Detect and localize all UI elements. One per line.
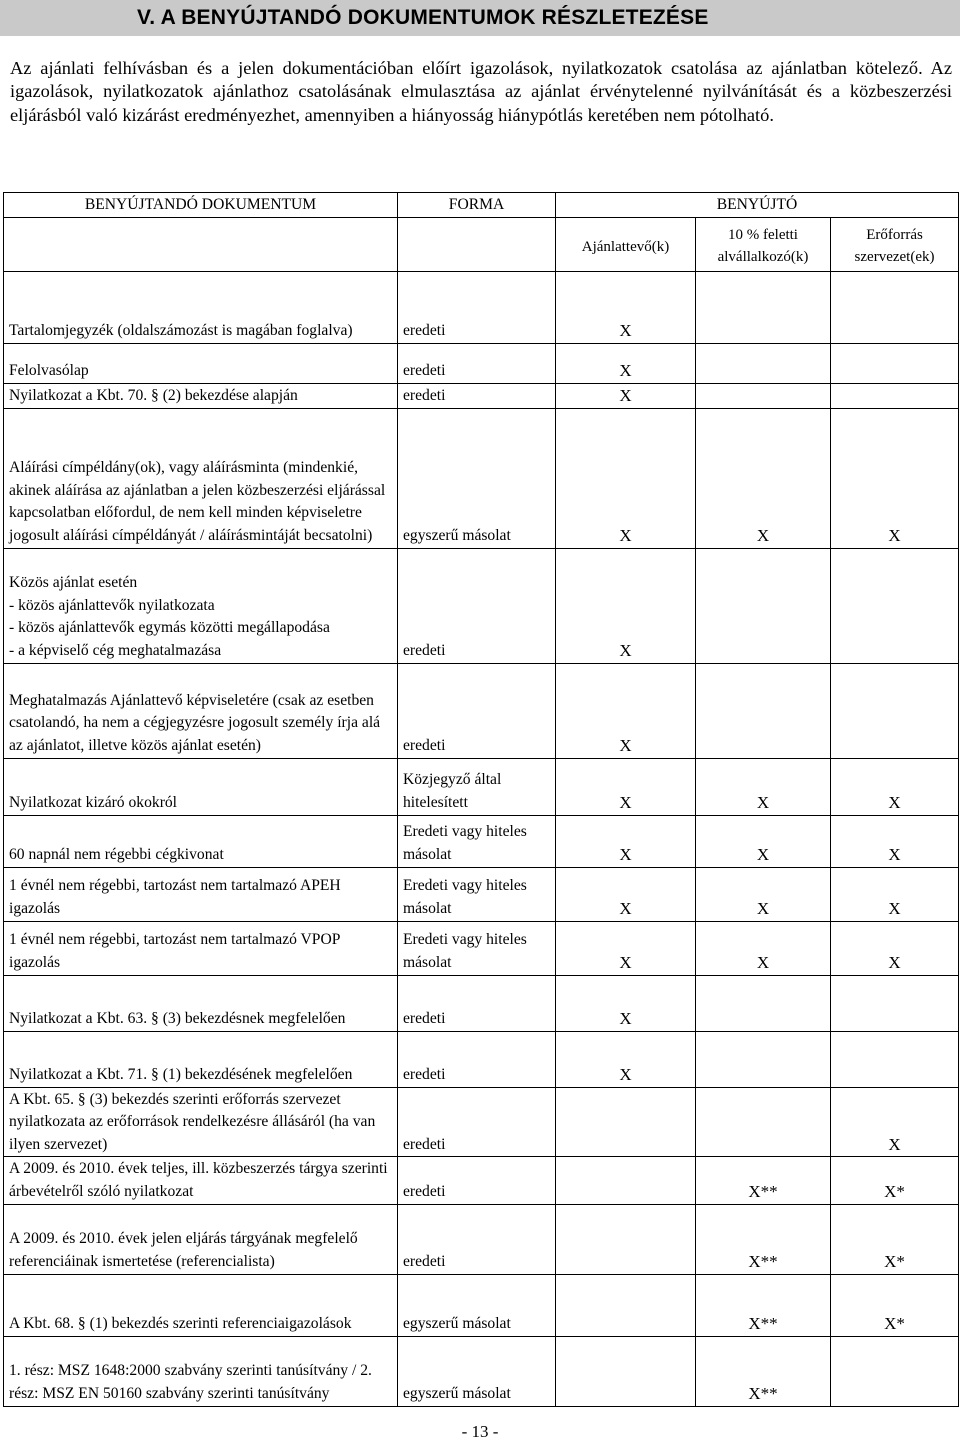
document-cell: Nyilatkozat a Kbt. 70. § (2) bekezdése alapján [4,383,398,408]
document-cell: Nyilatkozat a Kbt. 63. § (3) bekezdésnek megfelelően [4,975,398,1031]
table-row [4,408,959,548]
form-cell: eredeti [398,975,556,1031]
resource-org-cell [831,975,959,1031]
resource-org-cell: X [831,1087,959,1157]
document-cell: 1 évnél nem régebbi, tartozást nem tartalmazó VPOP igazolás [4,921,398,975]
form-cell: egyszerű másolat [398,1274,556,1336]
page-number: - 13 - [461,1422,499,1441]
subcontractor-cell [696,663,831,758]
bidder-cell: X [556,758,696,815]
subheader-bidder: Ajánlattevő(k) [556,217,696,271]
table-row [4,343,959,383]
bidder-cell [556,1087,696,1157]
subcontractor-cell [696,383,831,408]
form-cell: eredeti [398,1031,556,1087]
resource-org-cell: X* [831,1157,959,1204]
bidder-cell: X [556,548,696,663]
resource-org-cell [831,1031,959,1087]
subheader-resource-org: Erőforrás szervezet(ek) [831,217,959,271]
subcontractor-cell [696,548,831,663]
section-title: V. A BENYÚJTANDÓ DOKUMENTUMOK RÉSZLETEZÉSE [0,0,960,36]
form-cell: Eredeti vagy hiteles másolat [398,867,556,921]
table-row [4,548,959,663]
subcontractor-cell [696,975,831,1031]
form-cell: eredeti [398,383,556,408]
subcontractor-cell: X [696,867,831,921]
form-cell: eredeti [398,1087,556,1157]
subcontractor-cell: X [696,758,831,815]
bidder-cell [556,1204,696,1274]
subcontractor-cell [696,1031,831,1087]
subcontractor-cell [696,343,831,383]
subcontractor-cell [696,271,831,343]
document-cell: Meghatalmazás Ajánlattevő képviseletére (csak az esetben csatolandó, ha nem a cégjegyzésre jogosult személy írja alá az ajánlatot, illetve közös ajánlat esetén) [4,663,398,758]
resource-org-cell [831,343,959,383]
intro-paragraph: Az ajánlati felhívásban és a jelen dokumentációban előírt igazolások, nyilatkozatok csatolása az ajánlatban kötelező. Az igazolások, nyilatkozatok ajánlathoz csatolásának elmulasztása az ajánlat érvénytelenné nyilvánítását és a közbeszerzési eljárásból való kizárást eredményezhet, amennyiben a hiányosság hiánypótlás keretében nem pótolható. [10,58,952,125]
table-row [4,758,959,815]
bidder-cell: X [556,975,696,1031]
subheader-empty-doc [4,217,398,271]
table-row [4,383,959,408]
subcontractor-cell: X** [696,1204,831,1274]
form-cell: eredeti [398,1204,556,1274]
table-row [4,1274,959,1336]
bidder-cell [556,1157,696,1204]
table-row [4,1087,959,1157]
bidder-cell: X [556,271,696,343]
resource-org-cell: X [831,408,959,548]
table-row [4,921,959,975]
subheader-empty-form [398,217,556,271]
form-cell: eredeti [398,548,556,663]
bidder-cell: X [556,383,696,408]
table-row [4,815,959,867]
subcontractor-cell: X [696,408,831,548]
bidder-cell: X [556,663,696,758]
resource-org-cell: X [831,758,959,815]
form-cell: Eredeti vagy hiteles másolat [398,815,556,867]
header-form: FORMA [398,193,556,218]
resource-org-cell: X* [831,1204,959,1274]
resource-org-cell [831,383,959,408]
resource-org-cell: X* [831,1274,959,1336]
table-header-row [4,193,959,218]
form-cell: egyszerű másolat [398,1336,556,1406]
form-cell: Közjegyző által hitelesített [398,758,556,815]
table-row [4,975,959,1031]
subcontractor-cell: X [696,815,831,867]
form-cell: egyszerű másolat [398,408,556,548]
document-cell: A 2009. és 2010. évek teljes, ill. közbeszerzés tárgya szerinti árbevételről szóló nyilatkozat [4,1157,398,1204]
form-cell: Eredeti vagy hiteles másolat [398,921,556,975]
table-row [4,663,959,758]
document-cell: A Kbt. 68. § (1) bekezdés szerinti referenciaigazolások [4,1274,398,1336]
subcontractor-cell [696,1087,831,1157]
bidder-cell [556,1274,696,1336]
documents-table [3,192,958,1407]
bidder-cell: X [556,343,696,383]
table-row [4,1336,959,1406]
bidder-cell: X [556,815,696,867]
bidder-cell [556,1336,696,1406]
subcontractor-cell: X** [696,1336,831,1406]
table-row [4,271,959,343]
bidder-cell: X [556,867,696,921]
table-row [4,1157,959,1204]
resource-org-cell: X [831,815,959,867]
resource-org-cell [831,663,959,758]
subheader-subcontractor: 10 % feletti alvállalkozó(k) [696,217,831,271]
document-cell: Közös ajánlat esetén - közös ajánlattevők nyilatkozata - közös ajánlattevők egymás közötti megállapodása - a képviselő cég meghatalmazása [4,548,398,663]
document-cell: A Kbt. 65. § (3) bekezdés szerinti erőforrás szervezet nyilatkozata az erőforrások rendelkezésre állásáról (ha van ilyen szervezet) [4,1087,398,1157]
table-row [4,1031,959,1087]
form-cell: eredeti [398,663,556,758]
document-cell: A 2009. és 2010. évek jelen eljárás tárgyának megfelelő referenciáinak ismertetése (referencialista) [4,1204,398,1274]
form-cell: eredeti [398,1157,556,1204]
document-cell: Nyilatkozat kizáró okokról [4,758,398,815]
subcontractor-cell: X** [696,1274,831,1336]
resource-org-cell [831,271,959,343]
table-row [4,867,959,921]
header-submitter: BENYÚJTÓ [556,193,959,218]
table-row [4,1204,959,1274]
form-cell: eredeti [398,343,556,383]
resource-org-cell: X [831,867,959,921]
subcontractor-cell: X [696,921,831,975]
document-cell: 1. rész: MSZ 1648:2000 szabvány szerinti tanúsítvány / 2. rész: MSZ EN 50160 szabvány szerinti tanúsítvány [4,1336,398,1406]
resource-org-cell [831,1336,959,1406]
document-cell: Aláírási címpéldány(ok), vagy aláírásminta (mindenkié, akinek aláírása az ajánlatban a jelen közbeszerzési eljárással kapcsolatban előfordul, de nem kell minden képviseletre jogosult aláírási címpéldányát / aláírásmintáját becsatolni) [4,408,398,548]
document-cell: 60 napnál nem régebbi cégkivonat [4,815,398,867]
resource-org-cell: X [831,921,959,975]
document-cell: Felolvasólap [4,343,398,383]
form-cell: eredeti [398,271,556,343]
table-subheader-row [4,217,959,271]
document-cell: Tartalomjegyzék (oldalszámozást is magában foglalva) [4,271,398,343]
header-document: BENYÚJTANDÓ DOKUMENTUM [4,193,398,218]
resource-org-cell [831,548,959,663]
bidder-cell: X [556,1031,696,1087]
bidder-cell: X [556,408,696,548]
document-cell: Nyilatkozat a Kbt. 71. § (1) bekezdésének megfelelően [4,1031,398,1087]
bidder-cell: X [556,921,696,975]
subcontractor-cell: X** [696,1157,831,1204]
document-cell: 1 évnél nem régebbi, tartozást nem tartalmazó APEH igazolás [4,867,398,921]
